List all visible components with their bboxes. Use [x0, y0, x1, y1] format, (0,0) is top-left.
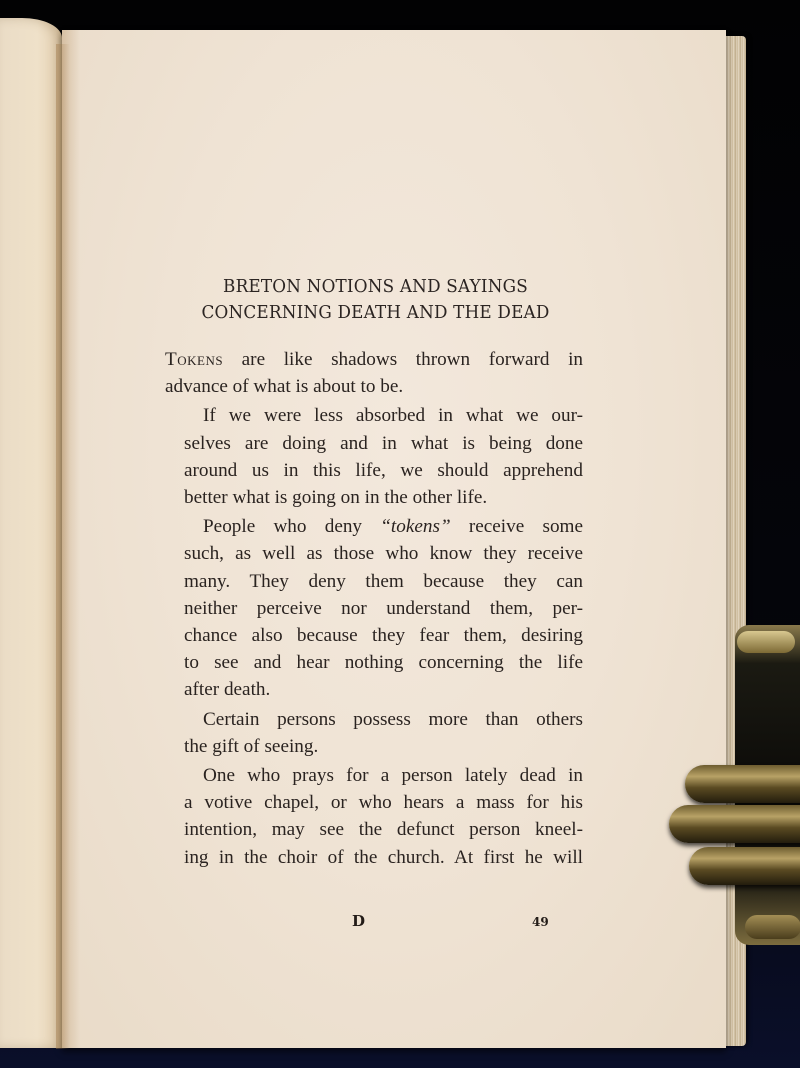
page-number: 49	[532, 915, 549, 929]
paragraph-1: Tokens are like shadows thrown forward in advance of what is about to be.	[165, 349, 583, 398]
chapter-title-line-1: BRETON NOTIONS AND SAYINGS	[223, 277, 528, 297]
page-text	[165, 274, 583, 871]
signature-mark: D	[352, 912, 366, 930]
paragraph-5: One who prays for a person lately dead in a votive chapel, or who hears a mass for his intention, may see the defunct person kneel- ing in the choir of the church. At first he will	[184, 765, 583, 868]
right-page	[62, 30, 726, 1048]
brass-hand-clip	[655, 625, 800, 945]
italic-tokens: “tokens”	[380, 516, 451, 538]
clip-finger	[669, 805, 800, 843]
chapter-title	[162, 274, 589, 326]
gutter-shadow	[56, 44, 70, 1049]
clip-finger	[689, 847, 800, 885]
chapter-title-line-2: CONCERNING DEATH AND THE DEAD	[201, 303, 550, 323]
lead-word: Tokens	[165, 349, 224, 370]
page-footer	[62, 912, 726, 936]
left-facing-page	[0, 18, 62, 1048]
paragraph-4: Certain persons possess more than others the gift of seeing.	[184, 708, 583, 757]
paragraph-2: If we were less absorbed in what we our- selves are doing and in what is being done around us in this life, we should apprehend better what is going on in the other life.	[184, 405, 583, 509]
clip-finger	[685, 765, 800, 803]
paragraph-3: People who deny “tokens” receive some such, as well as those who know they receive many. They deny them because they can neither perceive nor understand them, per- chance also because they fear them, desiring to see and hear nothing concerning the life after death.	[184, 516, 583, 701]
